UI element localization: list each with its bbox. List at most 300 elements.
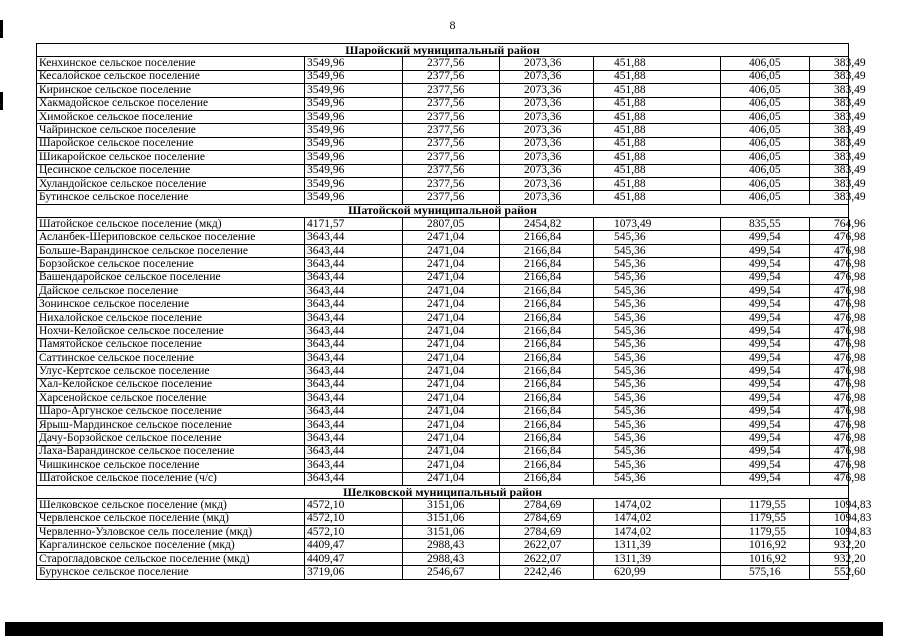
value-cell-3: 2166,84 bbox=[500, 298, 594, 311]
settlement-name-cell: Зонинское сельское поселение bbox=[37, 298, 305, 311]
value-cell-5: 499,54 bbox=[721, 392, 810, 405]
table-row bbox=[37, 552, 849, 565]
value-cell-6: 476,98 bbox=[810, 285, 849, 298]
value-cell-4: 620,99 bbox=[594, 566, 721, 579]
value-cell-6: 476,98 bbox=[810, 472, 849, 485]
value-cell-4: 545,36 bbox=[594, 258, 721, 271]
scan-bottom-bar bbox=[5, 622, 883, 636]
value-cell-4: 545,36 bbox=[594, 338, 721, 351]
table-row bbox=[37, 405, 849, 418]
value-cell-2: 2377,56 bbox=[403, 191, 500, 204]
table-row bbox=[37, 499, 849, 512]
value-cell-6: 476,98 bbox=[810, 378, 849, 391]
value-cell-3: 2784,69 bbox=[500, 526, 594, 539]
value-cell-3: 2166,84 bbox=[500, 472, 594, 485]
value-cell-4: 1311,39 bbox=[594, 552, 721, 565]
value-cell-5: 835,55 bbox=[721, 218, 810, 231]
value-cell-1: 3549,96 bbox=[305, 164, 403, 177]
table-row bbox=[37, 418, 849, 431]
value-cell-1: 3549,96 bbox=[305, 97, 403, 110]
value-cell-2: 2471,04 bbox=[403, 432, 500, 445]
value-cell-4: 451,88 bbox=[594, 177, 721, 190]
value-cell-6: 383,49 bbox=[810, 97, 849, 110]
value-cell-1: 3643,44 bbox=[305, 231, 403, 244]
value-cell-1: 3643,44 bbox=[305, 392, 403, 405]
table-row bbox=[37, 191, 849, 204]
value-cell-5: 406,05 bbox=[721, 164, 810, 177]
settlement-name-cell: Цесинское сельское поселение bbox=[37, 164, 305, 177]
value-cell-4: 1073,49 bbox=[594, 218, 721, 231]
value-cell-3: 2166,84 bbox=[500, 459, 594, 472]
value-cell-3: 2073,36 bbox=[500, 164, 594, 177]
value-cell-2: 2377,56 bbox=[403, 57, 500, 70]
value-cell-4: 1474,02 bbox=[594, 499, 721, 512]
value-cell-2: 2471,04 bbox=[403, 244, 500, 257]
value-cell-5: 1179,55 bbox=[721, 512, 810, 525]
scan-edge-mark-top bbox=[0, 20, 3, 38]
value-cell-1: 4409,47 bbox=[305, 539, 403, 552]
value-cell-1: 3643,44 bbox=[305, 258, 403, 271]
table-row bbox=[37, 432, 849, 445]
value-cell-5: 499,54 bbox=[721, 325, 810, 338]
value-cell-6: 476,98 bbox=[810, 244, 849, 257]
value-cell-5: 499,54 bbox=[721, 271, 810, 284]
value-cell-1: 3643,44 bbox=[305, 325, 403, 338]
value-cell-4: 545,36 bbox=[594, 378, 721, 391]
value-cell-6: 932,20 bbox=[810, 539, 849, 552]
table-row bbox=[37, 526, 849, 539]
table-row bbox=[37, 512, 849, 525]
value-cell-5: 1016,92 bbox=[721, 539, 810, 552]
value-cell-2: 2471,04 bbox=[403, 365, 500, 378]
value-cell-2: 2377,56 bbox=[403, 84, 500, 97]
value-cell-3: 2166,84 bbox=[500, 231, 594, 244]
value-cell-2: 2471,04 bbox=[403, 459, 500, 472]
table-row bbox=[37, 338, 849, 351]
table-row bbox=[37, 164, 849, 177]
settlement-name-cell: Шаро-Аргунское сельское поселение bbox=[37, 405, 305, 418]
value-cell-3: 2073,36 bbox=[500, 177, 594, 190]
table-row bbox=[37, 566, 849, 579]
value-cell-6: 383,49 bbox=[810, 151, 849, 164]
value-cell-4: 451,88 bbox=[594, 70, 721, 83]
settlement-name-cell: Асланбек-Шериповское сельское поселение bbox=[37, 231, 305, 244]
value-cell-3: 2166,84 bbox=[500, 432, 594, 445]
value-cell-6: 383,49 bbox=[810, 164, 849, 177]
value-cell-5: 499,54 bbox=[721, 351, 810, 364]
value-cell-3: 2166,84 bbox=[500, 338, 594, 351]
value-cell-6: 476,98 bbox=[810, 392, 849, 405]
page-number: 8 bbox=[449, 18, 456, 32]
value-cell-3: 2166,84 bbox=[500, 311, 594, 324]
settlement-name-cell: Киринское сельское поселение bbox=[37, 84, 305, 97]
value-cell-3: 2073,36 bbox=[500, 110, 594, 123]
value-cell-6: 383,49 bbox=[810, 70, 849, 83]
value-cell-5: 406,05 bbox=[721, 110, 810, 123]
table-row bbox=[37, 351, 849, 364]
value-cell-1: 3643,44 bbox=[305, 338, 403, 351]
value-cell-2: 2471,04 bbox=[403, 285, 500, 298]
settlement-name-cell: Шатойское сельское поселение (ч/с) bbox=[37, 472, 305, 485]
value-cell-6: 476,98 bbox=[810, 338, 849, 351]
settlement-name-cell: Шелковское сельское поселение (мкд) bbox=[37, 499, 305, 512]
value-cell-3: 2622,07 bbox=[500, 552, 594, 565]
table-row bbox=[37, 244, 849, 257]
section-title: Шатойской муниципальной район bbox=[37, 204, 849, 217]
value-cell-3: 2073,36 bbox=[500, 151, 594, 164]
value-cell-6: 476,98 bbox=[810, 311, 849, 324]
value-cell-2: 2377,56 bbox=[403, 137, 500, 150]
value-cell-3: 2166,84 bbox=[500, 418, 594, 431]
value-cell-4: 545,36 bbox=[594, 325, 721, 338]
value-cell-2: 2377,56 bbox=[403, 110, 500, 123]
settlement-name-cell: Чайринское сельское поселение bbox=[37, 124, 305, 137]
settlement-name-cell: Памятойское сельское поселение bbox=[37, 338, 305, 351]
section-header-row bbox=[37, 44, 849, 57]
value-cell-3: 2166,84 bbox=[500, 392, 594, 405]
value-cell-3: 2166,84 bbox=[500, 285, 594, 298]
value-cell-2: 2471,04 bbox=[403, 271, 500, 284]
value-cell-5: 499,54 bbox=[721, 378, 810, 391]
value-cell-4: 545,36 bbox=[594, 244, 721, 257]
settlement-name-cell: Шаройское сельское поселение bbox=[37, 137, 305, 150]
value-cell-6: 476,98 bbox=[810, 432, 849, 445]
value-cell-5: 406,05 bbox=[721, 177, 810, 190]
value-cell-4: 451,88 bbox=[594, 110, 721, 123]
table-row bbox=[37, 365, 849, 378]
value-cell-4: 545,36 bbox=[594, 285, 721, 298]
value-cell-6: 476,98 bbox=[810, 405, 849, 418]
value-cell-1: 3643,44 bbox=[305, 472, 403, 485]
table-row bbox=[37, 271, 849, 284]
table-row bbox=[37, 392, 849, 405]
value-cell-1: 3643,44 bbox=[305, 378, 403, 391]
value-cell-1: 3643,44 bbox=[305, 405, 403, 418]
value-cell-5: 499,54 bbox=[721, 405, 810, 418]
value-cell-4: 451,88 bbox=[594, 151, 721, 164]
value-cell-5: 499,54 bbox=[721, 418, 810, 431]
value-cell-3: 2073,36 bbox=[500, 137, 594, 150]
value-cell-5: 406,05 bbox=[721, 124, 810, 137]
value-cell-6: 476,98 bbox=[810, 445, 849, 458]
table-row bbox=[37, 378, 849, 391]
settlement-name-cell: Червленно-Узловское сель поселение (мкд) bbox=[37, 526, 305, 539]
settlement-name-cell: Хал-Келойское сельское поселение bbox=[37, 378, 305, 391]
value-cell-1: 3643,44 bbox=[305, 244, 403, 257]
settlement-name-cell: Нихалойское сельское поселение bbox=[37, 311, 305, 324]
value-cell-1: 3549,96 bbox=[305, 191, 403, 204]
settlement-name-cell: Чишкинское сельское поселение bbox=[37, 459, 305, 472]
value-cell-2: 2471,04 bbox=[403, 231, 500, 244]
value-cell-2: 2377,56 bbox=[403, 151, 500, 164]
table-row bbox=[37, 325, 849, 338]
value-cell-5: 406,05 bbox=[721, 70, 810, 83]
value-cell-5: 406,05 bbox=[721, 151, 810, 164]
settlement-name-cell: Шатойское сельское поселение (мкд) bbox=[37, 218, 305, 231]
settlement-name-cell: Червленское сельское поселение (мкд) bbox=[37, 512, 305, 525]
table-row bbox=[37, 137, 849, 150]
value-cell-3: 2622,07 bbox=[500, 539, 594, 552]
value-cell-4: 451,88 bbox=[594, 97, 721, 110]
value-cell-2: 2471,04 bbox=[403, 472, 500, 485]
value-cell-2: 2471,04 bbox=[403, 405, 500, 418]
value-cell-3: 2166,84 bbox=[500, 325, 594, 338]
table-row bbox=[37, 311, 849, 324]
value-cell-2: 2377,56 bbox=[403, 164, 500, 177]
section-title: Шаройский муниципальный район bbox=[37, 44, 849, 57]
value-cell-4: 545,36 bbox=[594, 432, 721, 445]
value-cell-1: 3549,96 bbox=[305, 124, 403, 137]
value-cell-3: 2166,84 bbox=[500, 445, 594, 458]
value-cell-1: 3719,06 bbox=[305, 566, 403, 579]
table-row bbox=[37, 459, 849, 472]
value-cell-6: 476,98 bbox=[810, 459, 849, 472]
value-cell-6: 764,96 bbox=[810, 218, 849, 231]
value-cell-2: 2377,56 bbox=[403, 124, 500, 137]
section-header-row bbox=[37, 485, 849, 498]
value-cell-4: 545,36 bbox=[594, 459, 721, 472]
value-cell-4: 545,36 bbox=[594, 271, 721, 284]
value-cell-6: 383,49 bbox=[810, 57, 849, 70]
value-cell-5: 499,54 bbox=[721, 244, 810, 257]
value-cell-1: 3549,96 bbox=[305, 70, 403, 83]
value-cell-1: 3549,96 bbox=[305, 151, 403, 164]
value-cell-4: 545,36 bbox=[594, 472, 721, 485]
value-cell-6: 383,49 bbox=[810, 124, 849, 137]
table-row bbox=[37, 539, 849, 552]
value-cell-4: 451,88 bbox=[594, 137, 721, 150]
value-cell-6: 1094,83 bbox=[810, 512, 849, 525]
settlement-name-cell: Бутинское сельское поселение bbox=[37, 191, 305, 204]
settlement-name-cell: Химойское сельское поселение bbox=[37, 110, 305, 123]
table-row bbox=[37, 298, 849, 311]
value-cell-1: 3643,44 bbox=[305, 365, 403, 378]
value-cell-3: 2166,84 bbox=[500, 351, 594, 364]
value-cell-1: 3643,44 bbox=[305, 271, 403, 284]
table-row bbox=[37, 258, 849, 271]
section-header-row bbox=[37, 204, 849, 217]
table-row bbox=[37, 177, 849, 190]
value-cell-2: 2471,04 bbox=[403, 298, 500, 311]
value-cell-2: 2377,56 bbox=[403, 177, 500, 190]
table-row bbox=[37, 70, 849, 83]
value-cell-1: 3643,44 bbox=[305, 311, 403, 324]
settlement-name-cell: Саттинское сельское поселение bbox=[37, 351, 305, 364]
value-cell-4: 1474,02 bbox=[594, 526, 721, 539]
value-cell-5: 499,54 bbox=[721, 338, 810, 351]
value-cell-4: 545,36 bbox=[594, 418, 721, 431]
settlement-name-cell: Старогладовское сельское поселение (мкд) bbox=[37, 552, 305, 565]
table-row bbox=[37, 218, 849, 231]
value-cell-6: 383,49 bbox=[810, 177, 849, 190]
settlement-name-cell: Кенхинское сельское поселение bbox=[37, 57, 305, 70]
scan-edge-mark-middle bbox=[0, 92, 3, 110]
value-cell-2: 3151,06 bbox=[403, 526, 500, 539]
table-body bbox=[37, 42, 872, 580]
value-cell-3: 2166,84 bbox=[500, 365, 594, 378]
value-cell-6: 383,49 bbox=[810, 191, 849, 204]
value-cell-4: 451,88 bbox=[594, 57, 721, 70]
value-cell-6: 383,49 bbox=[810, 137, 849, 150]
value-cell-3: 2073,36 bbox=[500, 97, 594, 110]
value-cell-2: 2471,04 bbox=[403, 325, 500, 338]
value-cell-1: 3549,96 bbox=[305, 84, 403, 97]
value-cell-3: 2166,84 bbox=[500, 244, 594, 257]
settlement-name-cell: Вашендаройское сельское поселение bbox=[37, 271, 305, 284]
value-cell-6: 476,98 bbox=[810, 325, 849, 338]
value-cell-2: 2471,04 bbox=[403, 338, 500, 351]
value-cell-6: 383,49 bbox=[810, 84, 849, 97]
value-cell-4: 1311,39 bbox=[594, 539, 721, 552]
value-cell-2: 2377,56 bbox=[403, 70, 500, 83]
settlement-name-cell: Улус-Кертское сельское поселение bbox=[37, 365, 305, 378]
value-cell-5: 499,54 bbox=[721, 285, 810, 298]
value-cell-2: 2471,04 bbox=[403, 392, 500, 405]
value-cell-5: 575,16 bbox=[721, 566, 810, 579]
settlement-name-cell: Харсенойское сельское поселение bbox=[37, 392, 305, 405]
value-cell-1: 3549,96 bbox=[305, 57, 403, 70]
value-cell-2: 2988,43 bbox=[403, 539, 500, 552]
value-cell-1: 3643,44 bbox=[305, 418, 403, 431]
value-cell-6: 552,60 bbox=[810, 566, 849, 579]
value-cell-3: 2166,84 bbox=[500, 378, 594, 391]
value-cell-2: 2471,04 bbox=[403, 351, 500, 364]
value-cell-3: 2242,46 bbox=[500, 566, 594, 579]
value-cell-1: 4572,10 bbox=[305, 512, 403, 525]
value-cell-4: 545,36 bbox=[594, 392, 721, 405]
value-cell-4: 545,36 bbox=[594, 311, 721, 324]
value-cell-6: 476,98 bbox=[810, 258, 849, 271]
value-cell-1: 3643,44 bbox=[305, 298, 403, 311]
value-cell-5: 499,54 bbox=[721, 472, 810, 485]
value-cell-1: 3643,44 bbox=[305, 432, 403, 445]
value-cell-4: 545,36 bbox=[594, 365, 721, 378]
value-cell-5: 499,54 bbox=[721, 311, 810, 324]
table-row bbox=[37, 231, 849, 244]
settlement-name-cell: Дачу-Борзойское сельское поселение bbox=[37, 432, 305, 445]
value-cell-1: 4409,47 bbox=[305, 552, 403, 565]
value-cell-3: 2073,36 bbox=[500, 191, 594, 204]
value-cell-2: 3151,06 bbox=[403, 499, 500, 512]
value-cell-6: 1094,83 bbox=[810, 526, 849, 539]
value-cell-4: 451,88 bbox=[594, 84, 721, 97]
value-cell-3: 2073,36 bbox=[500, 70, 594, 83]
value-cell-5: 406,05 bbox=[721, 57, 810, 70]
value-cell-5: 406,05 bbox=[721, 137, 810, 150]
value-cell-1: 4171,57 bbox=[305, 218, 403, 231]
value-cell-5: 406,05 bbox=[721, 84, 810, 97]
value-cell-6: 476,98 bbox=[810, 231, 849, 244]
value-cell-1: 4572,10 bbox=[305, 499, 403, 512]
value-cell-4: 451,88 bbox=[594, 164, 721, 177]
value-cell-2: 3151,06 bbox=[403, 512, 500, 525]
value-cell-5: 1179,55 bbox=[721, 499, 810, 512]
settlement-name-cell: Лаха-Варандинское сельское поселение bbox=[37, 445, 305, 458]
table-row bbox=[37, 84, 849, 97]
value-cell-4: 451,88 bbox=[594, 124, 721, 137]
value-cell-3: 2454,82 bbox=[500, 218, 594, 231]
table-row bbox=[37, 97, 849, 110]
value-cell-2: 2471,04 bbox=[403, 378, 500, 391]
value-cell-1: 3643,44 bbox=[305, 459, 403, 472]
value-cell-6: 476,98 bbox=[810, 351, 849, 364]
value-cell-2: 2471,04 bbox=[403, 418, 500, 431]
value-cell-1: 3549,96 bbox=[305, 110, 403, 123]
value-cell-3: 2166,84 bbox=[500, 405, 594, 418]
value-cell-1: 3643,44 bbox=[305, 445, 403, 458]
value-cell-1: 3643,44 bbox=[305, 285, 403, 298]
value-cell-5: 1016,92 bbox=[721, 552, 810, 565]
settlement-name-cell: Хуландойское сельское поселение bbox=[37, 177, 305, 190]
value-cell-3: 2166,84 bbox=[500, 258, 594, 271]
value-cell-1: 3549,96 bbox=[305, 137, 403, 150]
value-cell-2: 2471,04 bbox=[403, 311, 500, 324]
value-cell-6: 383,49 bbox=[810, 110, 849, 123]
table-row bbox=[37, 472, 849, 485]
value-cell-5: 499,54 bbox=[721, 258, 810, 271]
table-row bbox=[37, 124, 849, 137]
settlement-name-cell: Хакмадойское сельское поселение bbox=[37, 97, 305, 110]
value-cell-6: 1094,83 bbox=[810, 499, 849, 512]
tariff-table bbox=[36, 42, 872, 580]
value-cell-5: 499,54 bbox=[721, 231, 810, 244]
value-cell-3: 2166,84 bbox=[500, 271, 594, 284]
value-cell-2: 2988,43 bbox=[403, 552, 500, 565]
value-cell-4: 545,36 bbox=[594, 445, 721, 458]
table-row bbox=[37, 285, 849, 298]
settlement-name-cell: Шикаройское сельское поселение bbox=[37, 151, 305, 164]
value-cell-1: 3643,44 bbox=[305, 351, 403, 364]
value-cell-2: 2377,56 bbox=[403, 97, 500, 110]
value-cell-5: 499,54 bbox=[721, 445, 810, 458]
value-cell-1: 4572,10 bbox=[305, 526, 403, 539]
settlement-name-cell: Кесалойское сельское поселение bbox=[37, 70, 305, 83]
value-cell-3: 2073,36 bbox=[500, 84, 594, 97]
value-cell-5: 406,05 bbox=[721, 97, 810, 110]
table-row bbox=[37, 110, 849, 123]
value-cell-4: 451,88 bbox=[594, 191, 721, 204]
value-cell-6: 932,20 bbox=[810, 552, 849, 565]
value-cell-6: 476,98 bbox=[810, 298, 849, 311]
settlement-name-cell: Больше-Варандинское сельское поселение bbox=[37, 244, 305, 257]
value-cell-2: 2546,67 bbox=[403, 566, 500, 579]
value-cell-3: 2073,36 bbox=[500, 57, 594, 70]
value-cell-6: 476,98 bbox=[810, 271, 849, 284]
value-cell-5: 499,54 bbox=[721, 459, 810, 472]
settlement-name-cell: Бурунское сельское поселение bbox=[37, 566, 305, 579]
value-cell-5: 499,54 bbox=[721, 432, 810, 445]
table-row bbox=[37, 151, 849, 164]
value-cell-4: 545,36 bbox=[594, 405, 721, 418]
value-cell-3: 2073,36 bbox=[500, 124, 594, 137]
section-title: Шелковской муниципальный район bbox=[37, 485, 849, 498]
value-cell-4: 545,36 bbox=[594, 298, 721, 311]
value-cell-4: 1474,02 bbox=[594, 512, 721, 525]
value-cell-5: 499,54 bbox=[721, 365, 810, 378]
value-cell-3: 2784,69 bbox=[500, 499, 594, 512]
value-cell-3: 2784,69 bbox=[500, 512, 594, 525]
settlement-name-cell: Нохчи-Келойское сельское поселение bbox=[37, 325, 305, 338]
table-row bbox=[37, 445, 849, 458]
value-cell-1: 3549,96 bbox=[305, 177, 403, 190]
value-cell-5: 406,05 bbox=[721, 191, 810, 204]
value-cell-2: 2471,04 bbox=[403, 258, 500, 271]
settlement-name-cell: Дайское сельское поселение bbox=[37, 285, 305, 298]
value-cell-5: 1179,55 bbox=[721, 526, 810, 539]
value-cell-6: 476,98 bbox=[810, 418, 849, 431]
value-cell-2: 2471,04 bbox=[403, 445, 500, 458]
value-cell-4: 545,36 bbox=[594, 231, 721, 244]
